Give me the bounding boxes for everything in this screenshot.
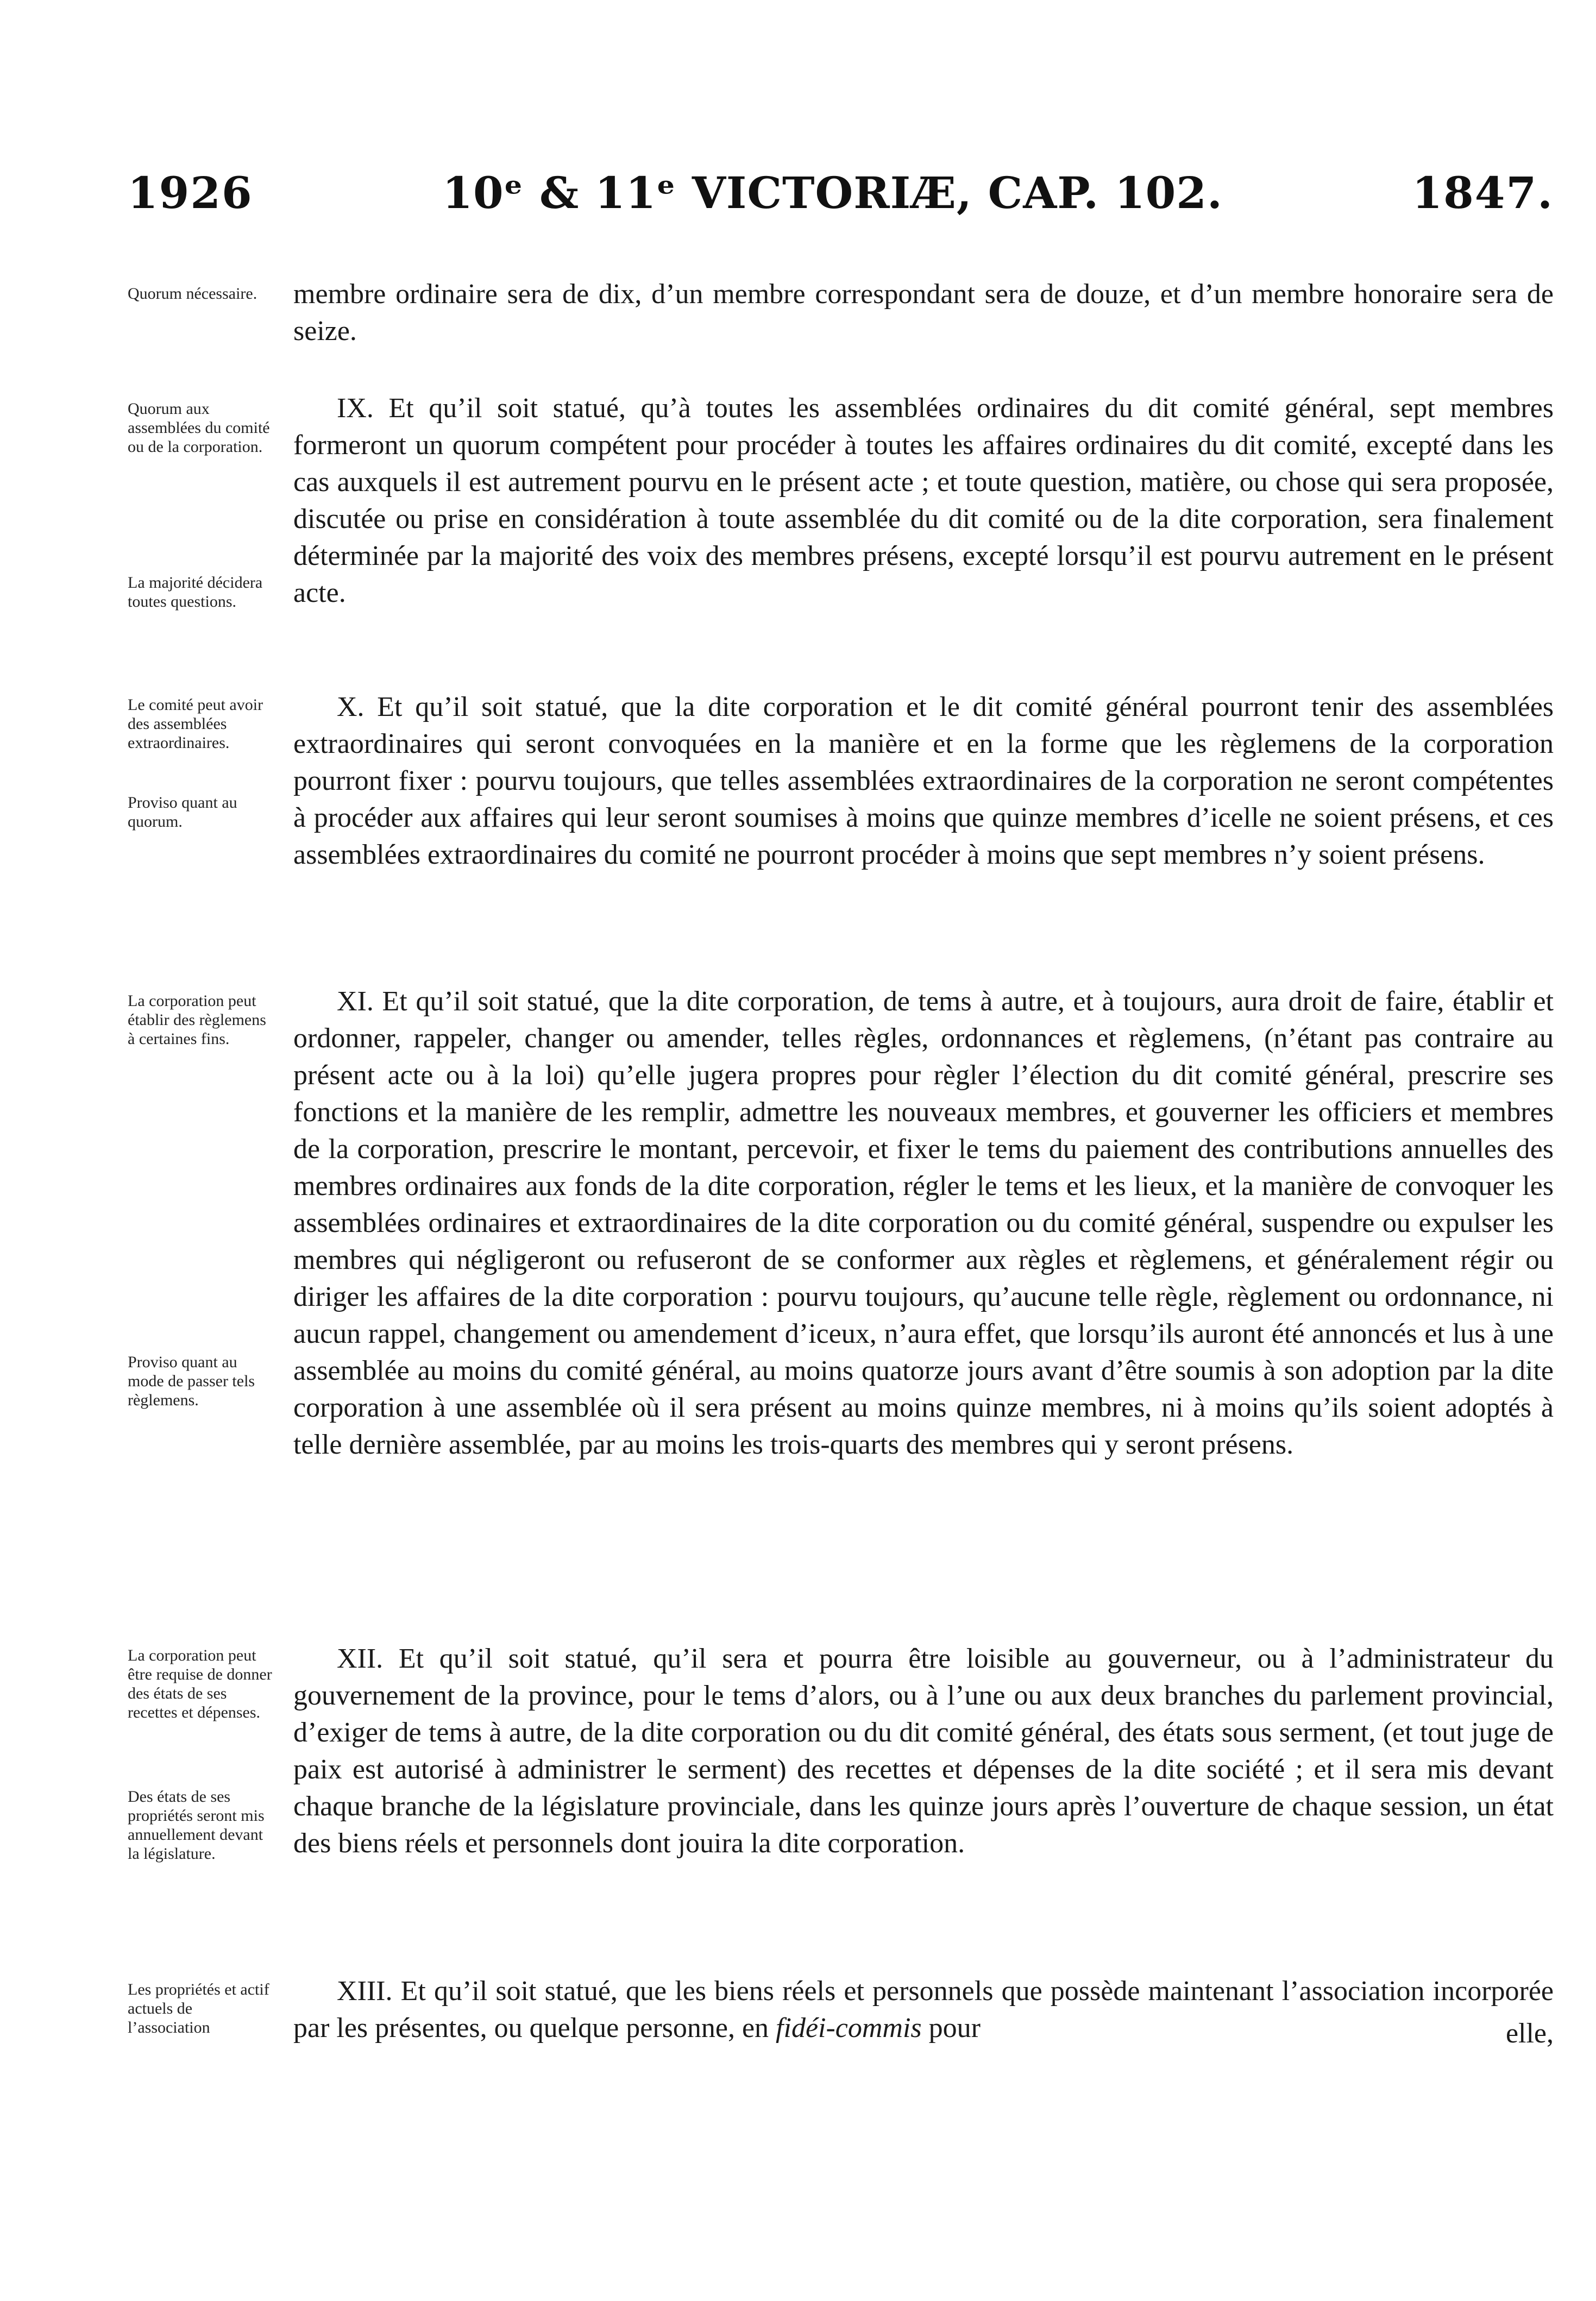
page-number: 1926 bbox=[128, 167, 253, 218]
paragraph-text bbox=[293, 983, 1554, 1463]
paragraph-text bbox=[293, 1973, 1554, 2047]
margin-note: La majorité décidera toutes questions. bbox=[128, 574, 263, 611]
paragraph-body: Et qu’il soit statué, que la dite corporation et le dit comité général pourront tenir des assemblées extraordinaires qui seront convoquées en la manière et en la forme que les règlemens de la corporation pourront fixer : pourvu toujours, que telles assemblées extraordinaires de la corporation ne seront compétentes à procéder aux affaires qui leur seront soumises à moins que quinze membres d’icelle ne soient présens, et ces assemblées extraordinaires du comité ne pourront procéder à moins que sept membres n’y soient présens. bbox=[293, 691, 1554, 870]
statute-title: 10ᵉ & 11ᵉ VICTORIÆ, CAP. 102. bbox=[442, 167, 1223, 218]
margin-note: Quorum aux assemblées du comité ou de la corporation. bbox=[128, 400, 270, 456]
statute-year: 1847. bbox=[1412, 167, 1554, 218]
paragraph-text bbox=[293, 276, 1554, 350]
paragraph-body: Et qu’il soit statué, que la dite corporation, de tems à autre, et à toujours, aura droit de faire, établir et ordonner, rappeler, changer ou amender, telles règles, ordonnances et règlemens, (n’étant pas contraire au présent acte ou à la loi) qu’elle jugera propres pour règler l’élection du dit comité général, prescrire ses fonctions et la manière de les remplir, admettre les nouveaux membres, et gouverner les officiers et membres de la corporation, prescrire le montant, percevoir, et fixer le tems du paiement des contributions annuelles des membres ordinaires aux fonds de la dite corporation, régler le tems et les lieux, et la manière de convoquer les assemblées ordinaires et extraordinaires de la dite corporation ou du comité général, suspendre ou expulser les membres qui négligeront ou refuseront de se conformer aux règles et règlemens, et généralement régir ou diriger les affaires de la dite corporation : pourvu toujours, qu’aucune telle règle, règlement ou ordonnance, ni aucun rappel, changement ou amendement d’iceux, n’aura effet, que lorsqu’ils auront été annoncés et lus à une assemblée au moins du comité général, au moins quatorze jours avant d’être soumis à son adoption par la dite corporation à une assemblée où il sera présent au moins quinze membres, ni à moins qu’ils soient adoptés à telle dernière assemblée, par au moins les trois-quarts des membres qui y seront présens. bbox=[293, 986, 1554, 1460]
catchword: elle, bbox=[1505, 2018, 1554, 2049]
margin-note: Des états de ses propriétés seront mis annuellement devant la législature. bbox=[128, 1788, 265, 1863]
italic-term: fidéi-commis bbox=[776, 2013, 922, 2044]
paragraph-text bbox=[293, 689, 1554, 873]
margin-note: Le comité peut avoir des assemblées extraordinaires. bbox=[128, 696, 263, 752]
margin-note: La corporation peut être requise de donner des états de ses recettes et dépenses. bbox=[128, 1646, 272, 1721]
section-number: XIII. bbox=[337, 1976, 393, 2007]
page-header bbox=[128, 163, 1554, 223]
paragraph-body: Et qu’il soit statué, qu’à toutes les assemblées ordinaires du dit comité général, sept membres formeront un quorum compétent pour procéder à toutes les affaires ordinaires du dit comité, excepté dans les cas auxquels il est autrement pourvu en le présent acte ; et toute question, matière, ou chose qui sera proposée, discutée ou prise en considération à toute assemblée du dit comité ou de la dite corporation, sera finalement déterminée par la majorité des voix des membres présens, excepté lorsqu’il est pourvu autrement en le présent acte. bbox=[293, 393, 1554, 608]
margin-note: Les propriétés et actif actuels de l’association bbox=[128, 1981, 269, 2036]
section-number: X. bbox=[337, 691, 365, 722]
paragraph-body: Et qu’il soit statué, qu’il sera et pourra être loisible au gouverneur, ou à l’administrateur du gouvernement de la province, pour le tems d’alors, ou à l’une ou aux deux branches du parlement provincial, d’exiger de tems à autre, de la dite corporation ou du dit comité général, des états sous serment, (et tout juge de paix est autorisé à administrer le serment) des recettes et dépenses de la dite société ; et il sera mis devant chaque branche de la législature provinciale, dans les quinze jours après l’ouverture de chaque session, un état des biens réels et personnels dont jouira la dite corporation. bbox=[293, 1643, 1554, 1859]
paragraph-body: Et qu’il soit statué, que les biens réels et personnels que possède maintenant l’association incorporée par les présentes, ou quelque personne, en bbox=[293, 1976, 1554, 2044]
margin-note: Proviso quant au quorum. bbox=[128, 794, 237, 831]
section-number: XI. bbox=[337, 986, 374, 1017]
margin-note: La corporation peut établir des règlemens à certaines fins. bbox=[128, 992, 266, 1048]
paragraph-text bbox=[293, 390, 1554, 612]
margin-note: Quorum nécessaire. bbox=[128, 285, 257, 303]
section-number: IX. bbox=[337, 393, 374, 424]
paragraph-text bbox=[293, 1640, 1554, 1862]
section-number: XII. bbox=[337, 1643, 384, 1674]
paragraph-body-end: pour bbox=[921, 2013, 981, 2044]
paragraph-body: membre ordinaire sera de dix, d’un membre correspondant sera de douze, et d’un membre honoraire sera de seize. bbox=[293, 279, 1554, 347]
margin-note: Proviso quant au mode de passer tels règlemens. bbox=[128, 1353, 255, 1409]
